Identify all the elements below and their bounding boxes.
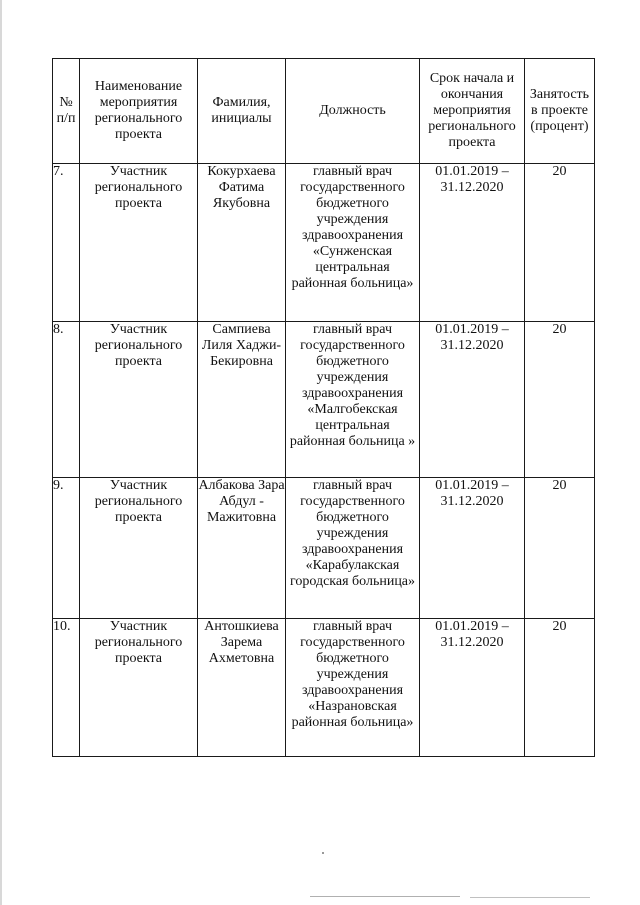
row-period: 01.01.2019 – 31.12.2020 xyxy=(420,322,525,478)
header-period: Срок начала и окончания мероприятия регионального проекта xyxy=(420,59,525,164)
table-row xyxy=(53,619,595,757)
row-period: 01.01.2019 – 31.12.2020 xyxy=(420,164,525,322)
table-row xyxy=(53,164,595,322)
row-number: 9. xyxy=(53,478,80,619)
row-period: 01.01.2019 – 31.12.2020 xyxy=(420,619,525,757)
scan-artifact xyxy=(322,852,324,854)
header-number: № п/п xyxy=(53,59,80,164)
header-row xyxy=(53,59,595,164)
row-period: 01.01.2019 – 31.12.2020 xyxy=(420,478,525,619)
table-row xyxy=(53,478,595,619)
table-row xyxy=(53,322,595,478)
row-load: 20 xyxy=(525,478,595,619)
row-full-name: Албакова Зара Абдул - Мажитовна xyxy=(198,478,286,619)
row-position: главный врач государственного бюджетного учреждения здравоохранения «Назрановская районная больница» xyxy=(286,619,420,757)
row-number: 7. xyxy=(53,164,80,322)
row-event-name: Участник регионального проекта xyxy=(80,322,198,478)
row-event-name: Участник регионального проекта xyxy=(80,478,198,619)
scan-artifact xyxy=(310,896,460,897)
project-participants-table xyxy=(52,58,595,757)
row-full-name: Антошкиева Зарема Ахметовна xyxy=(198,619,286,757)
row-position: главный врач государственного бюджетного учреждения здравоохранения «Малгобекская центральная районная больница » xyxy=(286,322,420,478)
row-full-name: Кокурхаева Фатима Якубовна xyxy=(198,164,286,322)
row-number: 8. xyxy=(53,322,80,478)
scan-artifact xyxy=(0,0,2,905)
header-load: Занятость в проекте (процент) xyxy=(525,59,595,164)
row-load: 20 xyxy=(525,322,595,478)
table-header xyxy=(53,59,595,164)
header-full-name: Фамилия, инициалы xyxy=(198,59,286,164)
header-position: Должность xyxy=(286,59,420,164)
header-event-name: Наименование мероприятия регионального проекта xyxy=(80,59,198,164)
row-position: главный врач государственного бюджетного учреждения здравоохранения «Сунженская центральная районная больница» xyxy=(286,164,420,322)
row-load: 20 xyxy=(525,164,595,322)
row-number: 10. xyxy=(53,619,80,757)
row-load: 20 xyxy=(525,619,595,757)
row-event-name: Участник регионального проекта xyxy=(80,619,198,757)
table-body xyxy=(53,164,595,757)
scan-artifact xyxy=(470,897,590,898)
row-position: главный врач государственного бюджетного учреждения здравоохранения «Карабулакская городская больница» xyxy=(286,478,420,619)
row-event-name: Участник регионального проекта xyxy=(80,164,198,322)
row-full-name: Сампиева Лиля Хаджи-Бекировна xyxy=(198,322,286,478)
